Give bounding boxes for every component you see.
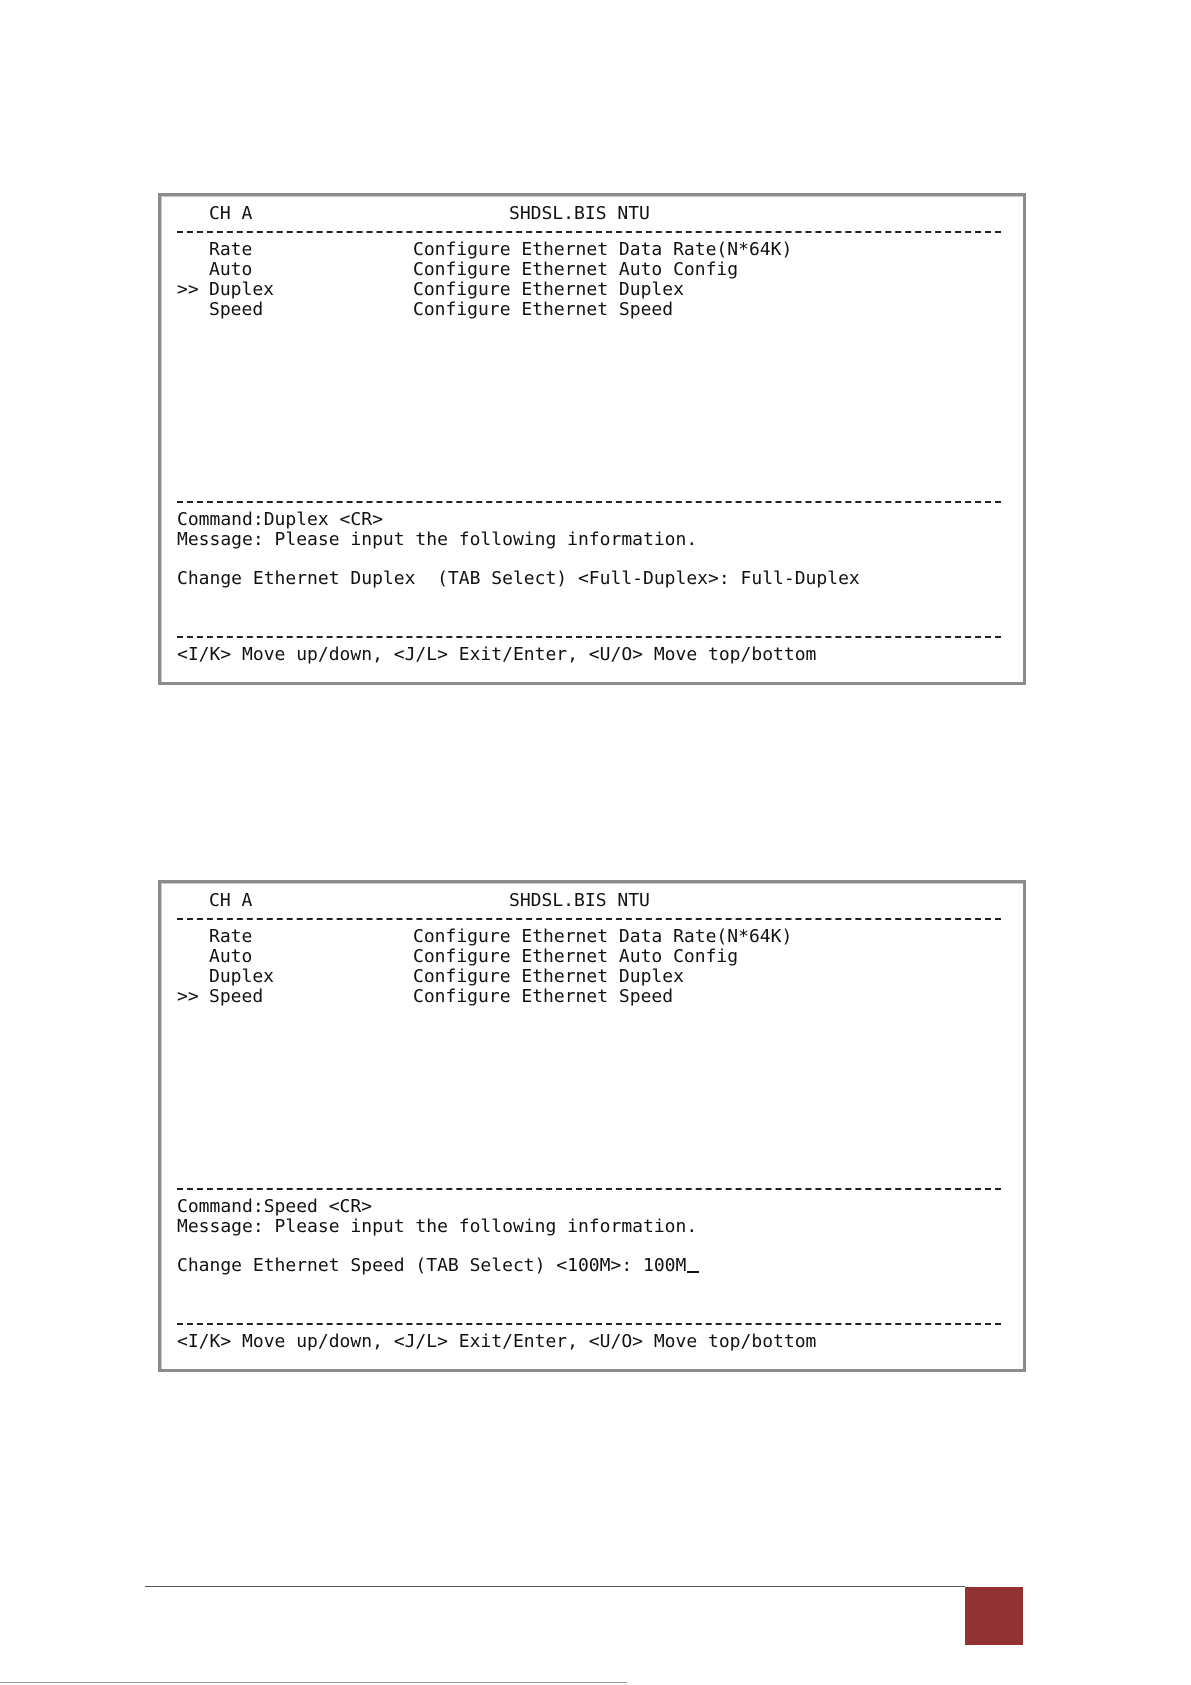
menu-item-speed[interactable]: Speed [209,986,264,1007]
message-line: Message: Please input the following information. [177,1216,698,1237]
menu-item-desc: Configure Ethernet Duplex [413,279,684,300]
command-line: Command:Speed <CR> [177,1196,373,1217]
separator-line [177,501,1001,503]
menu-item-rate[interactable]: Rate [209,926,253,947]
separator-line [177,1323,1001,1325]
channel-label: CH A [209,203,253,224]
prompt-label: Change Ethernet Speed (TAB Select) <100M>: [177,1255,643,1276]
separator-line [177,1188,1001,1190]
prompt-line [177,1256,699,1276]
command-line: Command:Duplex <CR> [177,509,383,530]
prompt-line [177,569,860,589]
menu-item-desc: Configure Ethernet Auto Config [413,259,739,280]
help-line: <I/K> Move up/down, <J/L> Exit/Enter, <U/O> Move top/bottom [177,644,817,665]
separator-line [177,231,1001,233]
screen-title: SHDSL.BIS NTU [509,890,650,911]
prompt-input[interactable]: 100M [643,1255,687,1276]
menu-item-desc: Configure Ethernet Speed [413,299,674,320]
menu-item-desc: Configure Ethernet Auto Config [413,946,739,967]
page-bottom-edge [0,1682,627,1683]
menu-item-duplex[interactable]: Duplex [209,966,275,987]
selection-marker: >> [177,279,199,300]
screen-title: SHDSL.BIS NTU [509,203,650,224]
menu-item-speed[interactable]: Speed [209,299,264,320]
terminal-screenshot-duplex [158,193,1026,685]
selection-marker: >> [177,986,199,1007]
menu-item-auto[interactable]: Auto [209,259,253,280]
menu-item-desc: Configure Ethernet Duplex [413,966,684,987]
footer-rule [145,1586,965,1587]
prompt-label: Change Ethernet Duplex (TAB Select) <Full-Duplex>: [177,568,741,589]
menu-item-desc: Configure Ethernet Data Rate(N*64K) [413,239,793,260]
channel-label: CH A [209,890,253,911]
menu-item-desc: Configure Ethernet Data Rate(N*64K) [413,926,793,947]
prompt-input[interactable]: Full-Duplex [740,568,860,589]
help-line: <I/K> Move up/down, <J/L> Exit/Enter, <U/O> Move top/bottom [177,1331,817,1352]
page-number-box [965,1587,1023,1645]
terminal-screenshot-speed [158,880,1026,1372]
separator-line [177,918,1001,920]
menu-item-rate[interactable]: Rate [209,239,253,260]
menu-item-auto[interactable]: Auto [209,946,253,967]
menu-item-desc: Configure Ethernet Speed [413,986,674,1007]
text-cursor [687,1271,699,1273]
menu-item-duplex[interactable]: Duplex [209,279,275,300]
message-line: Message: Please input the following information. [177,529,698,550]
separator-line [177,636,1001,638]
